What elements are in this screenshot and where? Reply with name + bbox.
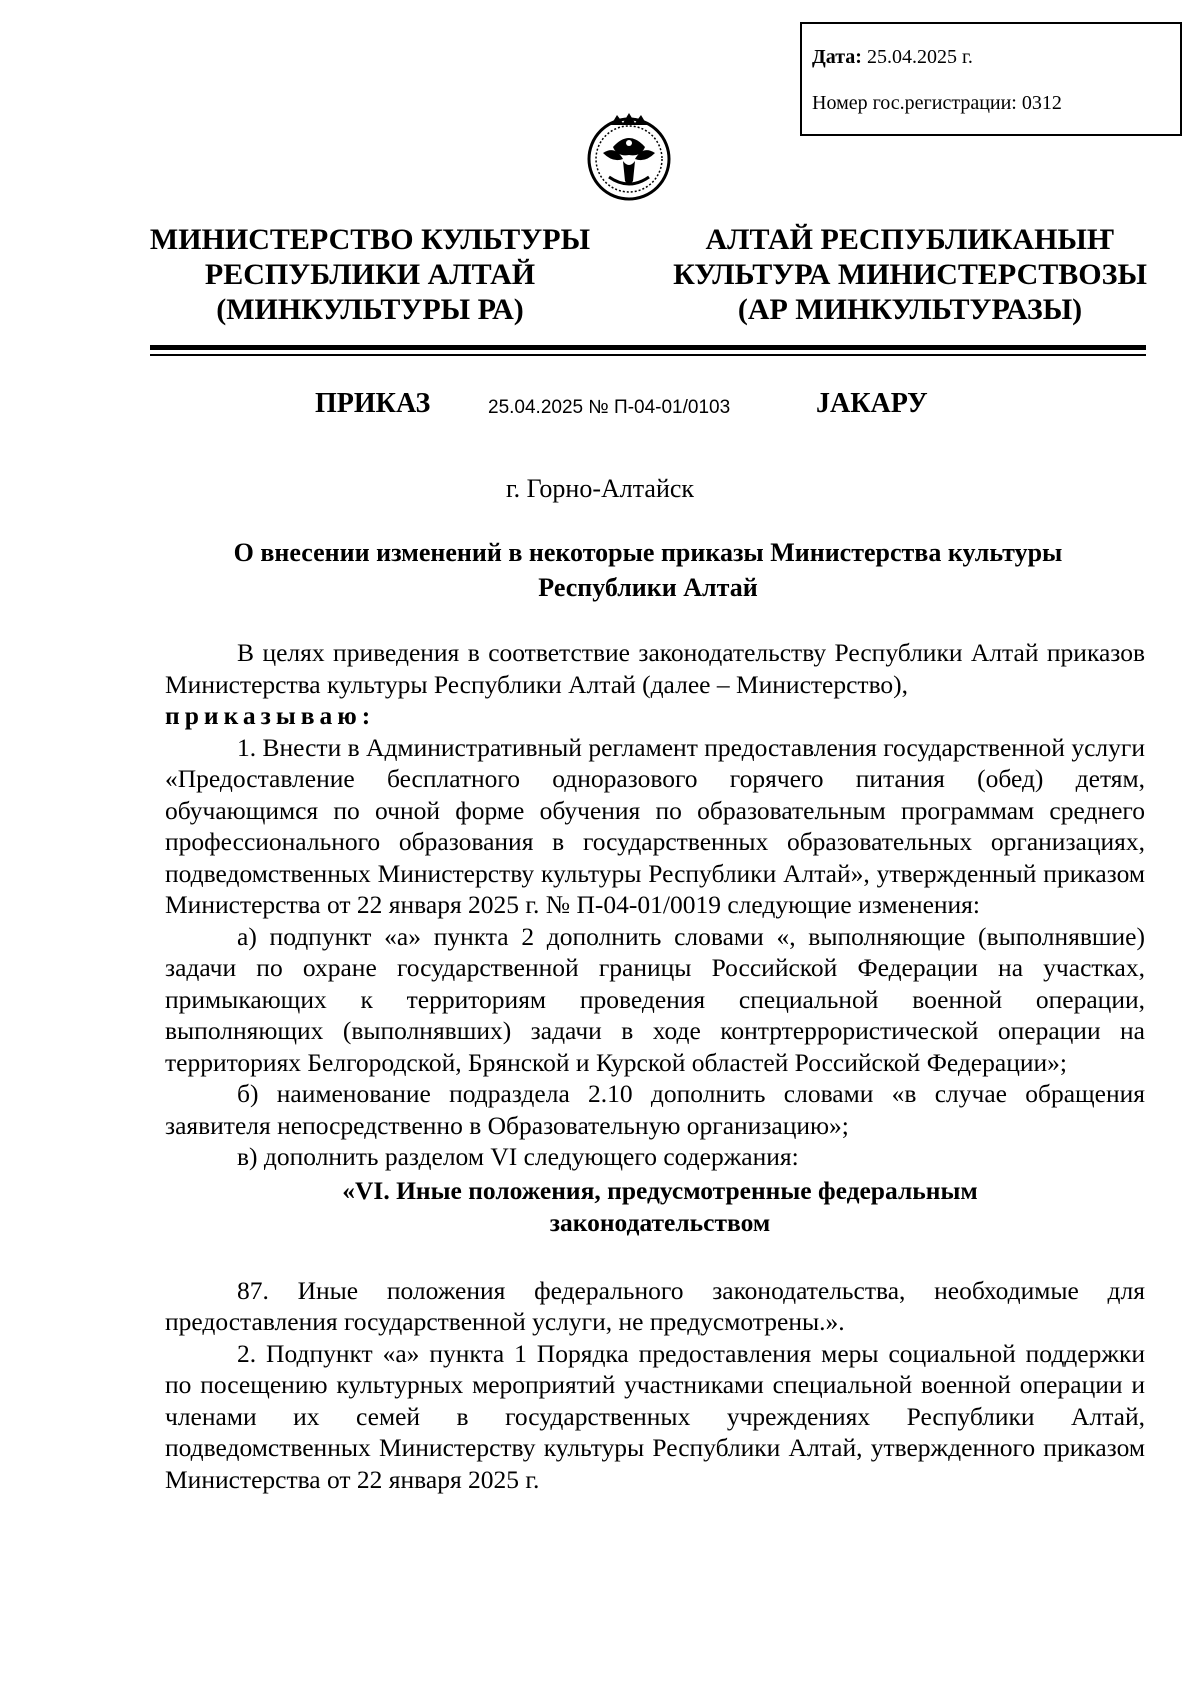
paragraph-1: 1. Внести в Административный регламент предоставления государственной услуги «Предоставление бесплатного одноразового горячего питания (обед) детям, обучающимся по очной форме обучения по образовательным программам среднего профессионального образования в государственных образовательных организациях, подведомственных Министерству культуры Республики Алтай», утвержденный приказом Министерства от 22 января 2025 г. № П-04-01/0019 следующие изменения: bbox=[165, 732, 1145, 919]
order-number: 25.04.2025 № П-04-01/0103 bbox=[488, 397, 731, 418]
registration-number-value: 0312 bbox=[1021, 92, 1062, 114]
date-label: Дата: bbox=[812, 46, 862, 68]
header-divider-thick bbox=[150, 345, 1146, 350]
city-name: г. Горно-Алтайск bbox=[505, 474, 695, 503]
registration-number-label: Номер гос.регистрации: bbox=[812, 92, 1017, 114]
ministry-name-line: МИНИСТЕРСТВО КУЛЬТУРЫ bbox=[149, 223, 591, 256]
subparagraph-b: б) наименование подраздела 2.10 дополнить словами «в случае обращения заявителя непосредственно в Образовательную организацию»; bbox=[165, 1079, 1145, 1140]
order-word: приказываю: bbox=[165, 701, 376, 730]
registration-number-line bbox=[812, 92, 1180, 138]
intro-paragraph bbox=[165, 637, 1145, 700]
intro-text: В целях приведения в соответствие законодательству Республики Алтай приказов Министерства культуры Республики Алтай (далее – Министерство), bbox=[165, 638, 1145, 699]
ministry-name-line: КУЛЬТУРА МИНИСТЕРСТВОЗЫ bbox=[673, 258, 1147, 291]
date-value: 25.04.2025 г. bbox=[866, 46, 973, 68]
paragraph-87: 87. Иные положения федерального законодательства, необходимые для предоставления государственной услуги, не предусмотрены.». bbox=[165, 1275, 1145, 1336]
header-divider-thin bbox=[150, 354, 1146, 356]
paragraph-2: 2. Подпункт «а» пункта 1 Порядка предоставления меры социальной поддержки по посещению культурных мероприятий участниками специальной военной операции и членами их семей в государственных учреждениях Республики Алтай, подведомственных Министерству культуры Республики Алтай, утвержденного приказом Министерства от 22 января 2025 г. bbox=[165, 1338, 1145, 1494]
ministry-name-line: РЕСПУБЛИКИ АЛТАЙ bbox=[204, 258, 536, 291]
document-title-line: О внесении изменений в некоторые приказы Министерства культуры bbox=[233, 538, 1063, 567]
section-title-line: законодательством bbox=[549, 1207, 771, 1237]
ministry-name-russian bbox=[140, 222, 600, 327]
subparagraph-a: а) подпункт «а» пункта 2 дополнить словами «, выполняющие (выполнявшие) задачи по охране государственной границы Российской Федерации на участках, примыкающих к территориям проведения специальной военной операции, выполняющих (выполнявших) задачи в ходе контртеррористической операции на территориях Белгородской, Брянской и Курской областей Российской Федерации»; bbox=[165, 921, 1145, 1077]
ministry-name-line: (МИНКУЛЬТУРЫ РА) bbox=[216, 293, 524, 326]
subparagraph-v: в) дополнить разделом VI следующего содержания: bbox=[237, 1142, 799, 1171]
altai-coat-of-arms-emblem bbox=[583, 107, 675, 203]
spacer bbox=[165, 1239, 1145, 1275]
section-vi-title bbox=[165, 1175, 1145, 1239]
document-title-line: Республики Алтай bbox=[538, 573, 758, 602]
document-body bbox=[165, 637, 1145, 1495]
section-title-line: «VI. Иные положения, предусмотренные федеральным bbox=[342, 1175, 978, 1205]
ministry-name-altai bbox=[665, 222, 1155, 327]
order-title-altai: JАКАРУ bbox=[816, 388, 928, 419]
document-title bbox=[150, 535, 1146, 605]
registration-date-line bbox=[812, 46, 1180, 92]
registration-box bbox=[800, 22, 1182, 136]
ministry-name-line: (АР МИНКУЛЬТУРАЗЫ) bbox=[737, 293, 1083, 326]
order-word-line bbox=[165, 700, 1145, 732]
ministry-name-line: АЛТАЙ РЕСПУБЛИКАНЫҤ bbox=[705, 223, 1115, 256]
order-title-russian: ПРИКАЗ bbox=[315, 388, 431, 419]
